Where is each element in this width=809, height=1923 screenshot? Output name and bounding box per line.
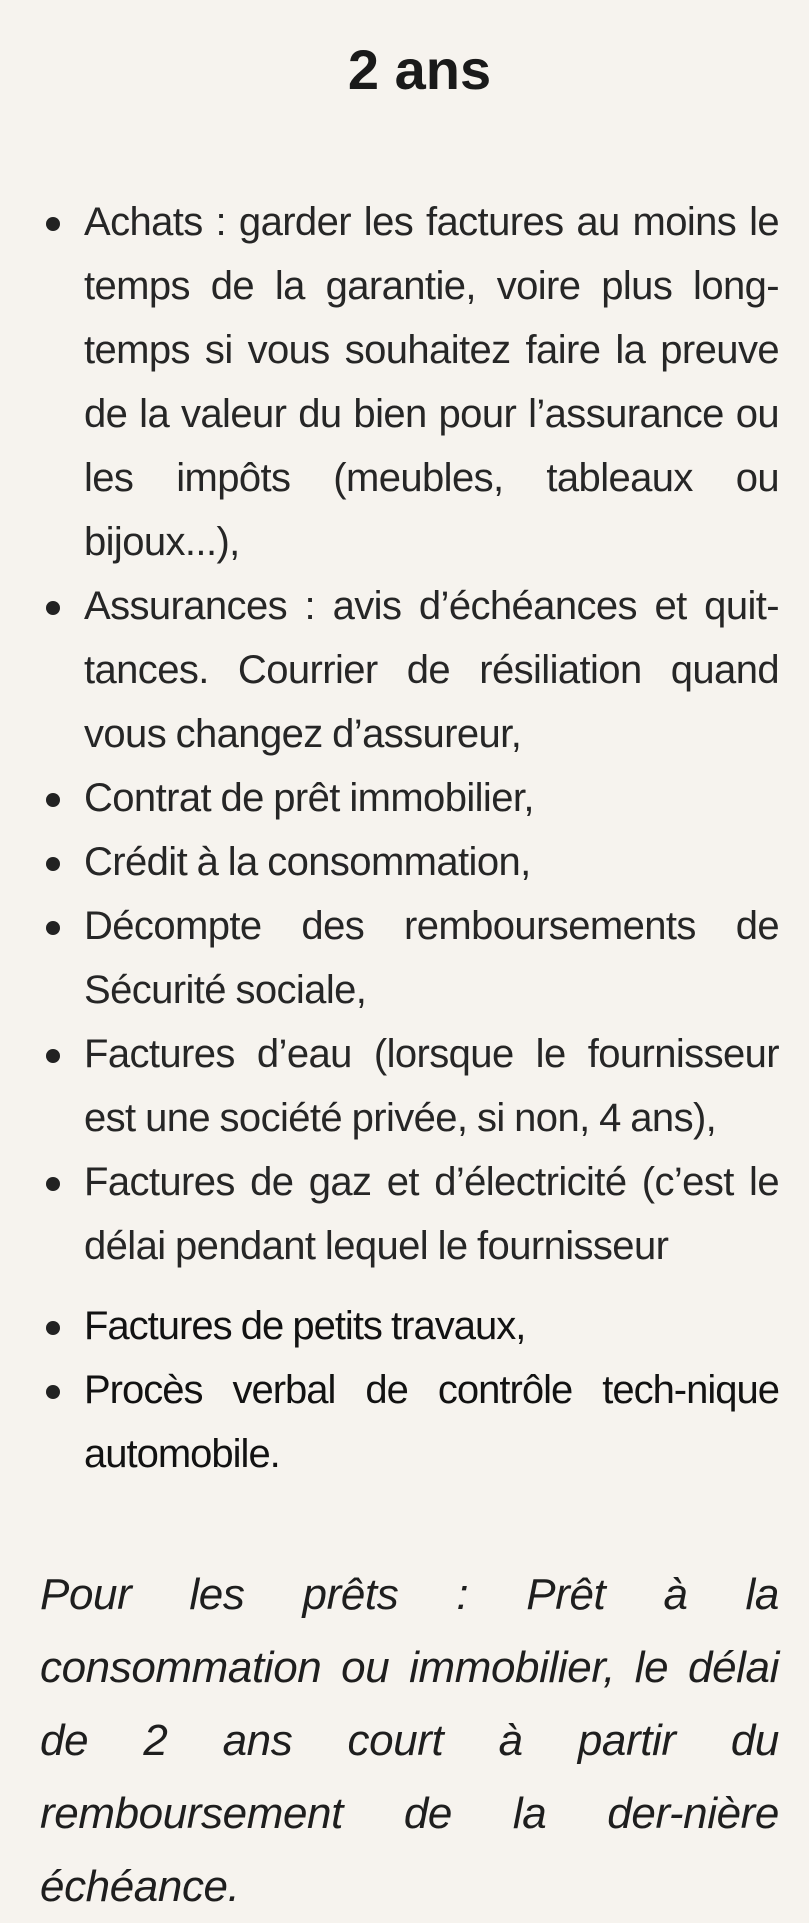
list-item — [40, 830, 779, 894]
list-item-text: Factures de petits travaux, — [84, 1304, 526, 1348]
bullet-icon — [46, 1177, 60, 1191]
bullet-icon — [46, 1385, 60, 1399]
bullet-icon — [46, 217, 60, 231]
list-item-text: Contrat de prêt immobilier, — [84, 776, 534, 820]
list-item — [40, 1022, 779, 1150]
list-item-text: Achats : garder les factures au moins le temps de la garantie, voire plus long-temps si vous souhaitez faire la preuve de la valeur du bien pour l’assurance ou les impôts (meubles, tableaux ou bijoux...), — [84, 200, 779, 564]
bullet-icon — [46, 857, 60, 871]
list-item — [40, 574, 779, 766]
list-item-text: Factures de gaz et d’électricité (c’est le délai pendant lequel le fournisseur — [84, 1160, 779, 1268]
bullet-list — [40, 190, 779, 1486]
bullet-icon — [46, 1049, 60, 1063]
loans-note: Pour les prêts : Prêt à la consommation ou immobilier, le délai de 2 ans court à partir du remboursement de la der-nière échéance. — [40, 1570, 779, 1911]
list-item — [40, 894, 779, 1022]
bullet-icon — [46, 921, 60, 935]
bullet-icon — [46, 1321, 60, 1335]
list-item — [40, 766, 779, 830]
bullet-icon — [46, 793, 60, 807]
bullet-icon — [46, 601, 60, 615]
list-item — [40, 1358, 779, 1486]
list-item — [40, 1294, 779, 1358]
list-item — [40, 1150, 779, 1278]
list-item-text: Crédit à la consommation, — [84, 840, 531, 884]
list-item-text: Décompte des remboursements de Sécurité sociale, — [84, 904, 779, 1012]
list-item-text: Assurances : avis d’échéances et quit-tances. Courrier de résiliation quand vous changez d’assureur, — [84, 584, 779, 756]
list-item — [40, 190, 779, 574]
list-item-text: Factures d’eau (lorsque le fournisseur est une société privée, si non, 4 ans), — [84, 1032, 779, 1140]
page-title: 2 ans — [347, 38, 492, 101]
list-item-text: Procès verbal de contrôle tech-nique automobile. — [84, 1368, 779, 1476]
